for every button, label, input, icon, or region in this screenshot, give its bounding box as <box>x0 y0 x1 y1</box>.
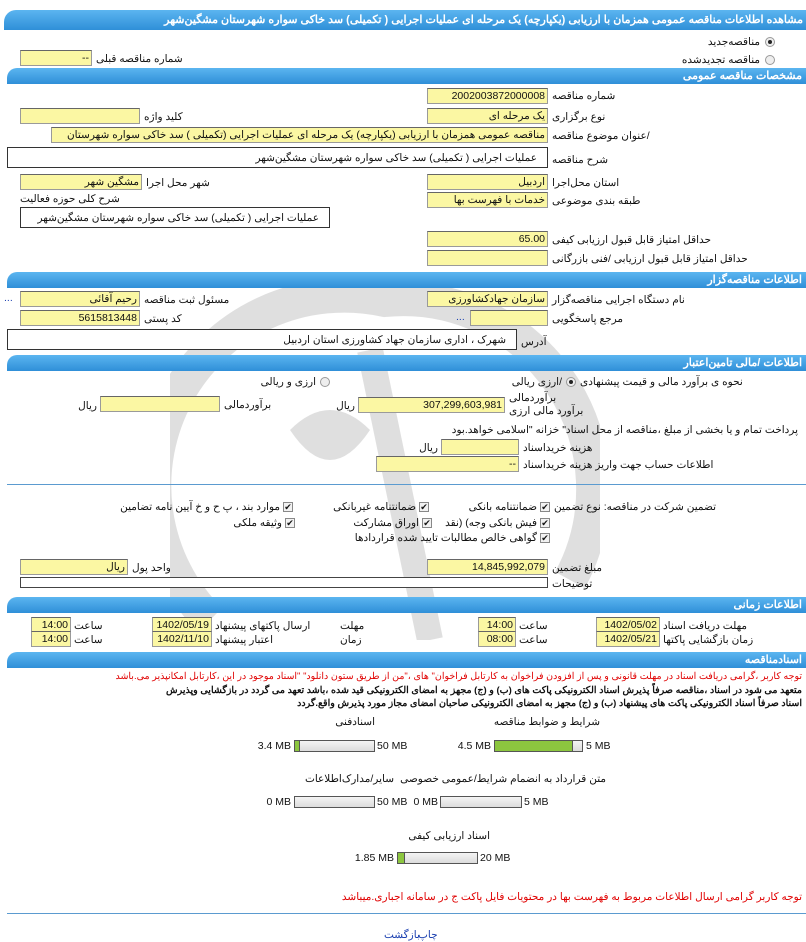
divider <box>7 484 806 485</box>
file-progress-fill <box>295 741 300 751</box>
file-used: 4.5 MB <box>457 740 491 752</box>
submit-label: ارسال پاکتهای پیشنهاد <box>215 620 311 632</box>
opening-time-field[interactable]: 08:00 <box>478 631 516 647</box>
org-field[interactable]: سازمان جهادکشاورزی <box>427 291 548 307</box>
doc-fee-field[interactable] <box>441 439 519 455</box>
guarantee-option-label: وثیقه ملکی <box>233 517 282 529</box>
method-label: نحوه ی برآورد مالی و قیمت پیشنهادی <box>580 376 743 388</box>
commitment-text: متعهد می شود در اسناد ،مناقصه صرفاً پذیرش اسناد الکترونیکی پاکت های (ب) و (ج) مجهز به امضای الکترونیکی قید شده ،باشد تعهد می گردد در بازگشایی وپذیرش <box>166 685 802 696</box>
time-label: ساعت <box>519 634 548 646</box>
section-finance: اطلاعات /مالی تامین‌اعتبار <box>7 355 806 371</box>
notes-label: توضیحات <box>552 578 593 590</box>
file-label: شرایط و ضوابط مناقصه <box>493 716 600 728</box>
estimate2-label: برآوردمالی <box>224 399 272 411</box>
file-progress <box>494 740 583 752</box>
estimate-field[interactable]: 307,299,603,981 <box>358 397 505 413</box>
estimate-label: برآوردمالی <box>509 392 557 404</box>
validity-label: اعتبار پیشنهاد <box>215 634 274 646</box>
treasury-note: پرداخت تمام و یا بخشی از مبلغ ،مناقصه از محل اسناد" خزانه "اسلامی خواهد.بود <box>451 424 798 436</box>
file-label: متن قرارداد به انضمام شرایط/عمومی خصوصی <box>400 773 606 785</box>
file-progress-fill <box>398 853 405 863</box>
section-documents: اسنادمناقصه <box>7 652 806 668</box>
account-label: اطلاعات حساب جهت واریز هزینه خریداسناد <box>523 459 714 471</box>
category-label: طبقه بندی موضوعی <box>552 195 641 207</box>
doc-deadline-time-field[interactable]: 14:00 <box>478 617 516 633</box>
new-tender-radio[interactable] <box>765 37 775 47</box>
validity-time-field[interactable]: 14:00 <box>31 631 71 647</box>
commitment-text-2: اسناد صرفاً اسناد الکترونیکی پاکت های پیشنهاد (ب) و (ج) مجهز به امضای الکترونیکی صاحبان امضای مجاز مورد پذیرش واقع.گردد <box>297 698 802 709</box>
file-max: 50 MB <box>377 796 408 808</box>
price-list-notice: توجه کاربر گرامی ارسال اطلاعات مربوط به فهرست بها در محتویات فایل پاکت ج در سامانه اجباری.میباشد <box>341 891 802 903</box>
prev-number-field[interactable]: -- <box>20 50 92 66</box>
tender-number-field[interactable]: 2002003872000008 <box>427 88 548 104</box>
responsible-label: مسئول ثبت مناقصه <box>144 294 230 306</box>
reference-lookup-button[interactable]: ... <box>456 311 465 323</box>
file-used: 3.4 MB <box>257 740 291 752</box>
new-tender-label: مناقصه‌جدید <box>707 36 760 48</box>
guarantee-amount-field[interactable]: 14,845,992,079 <box>427 559 548 575</box>
postal-field[interactable]: 5615813448 <box>20 310 140 326</box>
renewed-tender-label: مناقصه تجدیدشده <box>681 54 760 66</box>
file-max: 50 MB <box>377 740 408 752</box>
file-label: اسناد ارزیابی کیفی <box>408 830 490 842</box>
file-progress <box>294 796 375 808</box>
guarantee-option-checkbox[interactable]: ✔ <box>541 502 549 512</box>
activity-box: عملیات اجرایی ( تکمیلی) سد خاکی سواره شهرستان مشگین‌شهر <box>20 207 330 228</box>
guarantee-amount-label: مبلغ تضمین <box>552 562 603 574</box>
doc-deadline-field[interactable]: 1402/05/02 <box>596 617 660 633</box>
guarantee-option-checkbox[interactable]: ✔ <box>541 533 549 543</box>
responsible-lookup-button[interactable]: ... <box>4 292 13 304</box>
time-label: ساعت <box>74 634 103 646</box>
holding-type-field[interactable]: یک مرحله ای <box>427 108 548 124</box>
submit-prefix: مهلت <box>340 620 365 632</box>
responsible-field[interactable]: رحیم آقائی <box>20 291 140 307</box>
mixed-radio[interactable] <box>320 377 330 387</box>
description-box: عملیات اجرایی ( تکمیلی) سد خاکی سواره شهرستان مشگین‌شهر <box>7 147 548 168</box>
tender-number-label: شماره مناقصه <box>552 90 616 102</box>
city-label: شهر محل اجرا <box>146 177 210 189</box>
file-used: 0 MB <box>413 796 438 808</box>
file-max: 5 MB <box>524 796 549 808</box>
file-used: 1.85 MB <box>354 852 394 864</box>
min-tech-label: حداقل امتیاز قابل قبول ارزیابی /فنی بازرگانی <box>552 253 748 265</box>
time-label: ساعت <box>74 620 103 632</box>
description-label: شرح مناقصه <box>552 154 609 166</box>
subject-field[interactable]: مناقصه عمومی همزمان با ارزیابی (یکپارچه) یک مرحله ای عملیات اجرایی (تکمیلی ) سد خاکی سواره شهرستان <box>51 127 548 143</box>
guarantee-option-checkbox[interactable]: ✔ <box>541 518 549 528</box>
section-general: مشخصات مناقصه عمومی <box>7 68 806 84</box>
guarantee-option-checkbox[interactable]: ✔ <box>423 518 431 528</box>
activity-label: شرح کلی حوزه فعالیت <box>20 193 120 205</box>
file-progress <box>397 852 478 864</box>
guarantee-option-label: گواهی خالص مطالبات تایید شده قراردادها <box>354 532 537 544</box>
notes-field[interactable] <box>20 577 548 588</box>
guarantee-option-label: ضمانتنامه بانکی <box>468 501 537 513</box>
file-label: سایر/مدارک‌اطلاعات <box>304 773 394 785</box>
mixed-label: ارزی و ریالی <box>260 376 316 388</box>
province-field[interactable]: اردبیل <box>427 174 548 190</box>
guarantee-option-checkbox[interactable]: ✔ <box>284 502 292 512</box>
doc-deadline-label: مهلت دریافت اسناد <box>663 620 748 632</box>
estimate-currency: ریال <box>336 400 355 412</box>
guarantee-option-checkbox[interactable]: ✔ <box>420 502 428 512</box>
estimate-fx-label: برآورد مالی ارزی <box>509 405 584 417</box>
subject-label: /عنوان موضوع مناقصه <box>552 130 650 142</box>
guarantee-option-checkbox[interactable]: ✔ <box>286 518 294 528</box>
guarantee-label: تضمین شرکت در مناقصه: نوع تضمین <box>554 501 717 513</box>
renewed-tender-radio[interactable] <box>765 55 775 65</box>
guarantee-option-label: اوراق مشارکت <box>353 517 419 529</box>
file-max: 20 MB <box>480 852 511 864</box>
reference-label: مرجع پاسخگویی <box>552 313 624 325</box>
section-organizer: اطلاعات مناقصه‌گزار <box>7 272 806 288</box>
org-label: نام دستگاه اجرایی مناقصه‌گزار <box>552 294 685 306</box>
holding-type-label: نوع برگزاری <box>552 111 606 123</box>
guarantee-option-label: فیش بانکی وجه) (نقد <box>445 517 537 529</box>
opening-label: زمان بازگشایی پاکتها <box>663 634 754 646</box>
currency-unit-label: واحد پول <box>132 562 171 574</box>
file-label: اسنادفنی <box>335 716 375 728</box>
file-progress <box>294 740 375 752</box>
estimate2-field[interactable] <box>100 396 220 412</box>
download-notice: توجه کاربر ،گرامی دریافت اسناد در مهلت قانونی و پس از افزودن فراخوان به کارتابل فراخوان" های ،"من از طریق ستون دانلود" "اسناد موجود در این ،کارتابل امکانپذیر می.باشد <box>115 671 802 682</box>
file-max: 5 MB <box>586 740 611 752</box>
currency-unit-field[interactable]: ریال <box>20 559 128 575</box>
address-box: شهرک ، اداری سازمان جهاد کشاورزی استان اردبیل <box>7 329 517 350</box>
reference-field[interactable] <box>470 310 548 326</box>
submit-time-field[interactable]: 14:00 <box>31 617 71 633</box>
province-label: استان محل‌اجرا <box>552 177 620 189</box>
prev-number-label: شماره مناقصه قبلی <box>96 53 183 65</box>
file-used: 0 MB <box>266 796 291 808</box>
estimate2-currency: ریال <box>78 400 97 412</box>
category-field[interactable]: خدمات با فهرست بها <box>427 192 548 208</box>
doc-fee-currency: ریال <box>419 442 438 454</box>
opening-date-field[interactable]: 1402/05/21 <box>596 631 660 647</box>
postal-label: کد پستی <box>144 313 182 325</box>
address-label: آدرس <box>521 336 547 348</box>
time-label: ساعت <box>519 620 548 632</box>
file-progress-fill <box>495 741 573 751</box>
city-field[interactable]: مشگین شهر <box>20 174 142 190</box>
print-link[interactable]: چاپ <box>418 929 438 941</box>
section-timing: اطلاعات زمانی <box>7 597 806 613</box>
validity-prefix: زمان <box>340 634 362 646</box>
validity-date-field[interactable]: 1402/11/10 <box>152 631 212 647</box>
file-progress <box>440 796 522 808</box>
page-title: مشاهده اطلاعات مناقصه عمومی همزمان با ارزیابی (یکپارچه) یک مرحله ای عملیات اجرایی ( تکمیلی) سد خاکی سواره شهرستان مشگین‌شهر <box>4 10 806 30</box>
keyword-field[interactable] <box>20 108 140 124</box>
submit-date-field[interactable]: 1402/05/19 <box>152 617 212 633</box>
back-link[interactable]: بازگشت <box>384 929 420 941</box>
guarantee-option-label: ضمانتنامه غیربانکی <box>333 501 416 513</box>
doc-fee-label: هزینه خریداسناد <box>523 442 593 454</box>
account-field[interactable]: -- <box>376 456 519 472</box>
keyword-label: کلید واژه <box>144 111 183 123</box>
min-quality-field[interactable]: 65.00 <box>427 231 548 247</box>
min-tech-field[interactable] <box>427 250 548 266</box>
guarantee-option-label: موارد بند ، پ ح و خ آیین نامه تضامین <box>120 501 280 513</box>
min-quality-label: حداقل امتیاز قابل قبول ارزیابی کیفی <box>552 234 712 246</box>
footer-divider <box>7 913 806 914</box>
rial-radio[interactable] <box>566 377 576 387</box>
rial-label: /ارزی ریالی <box>511 376 562 388</box>
